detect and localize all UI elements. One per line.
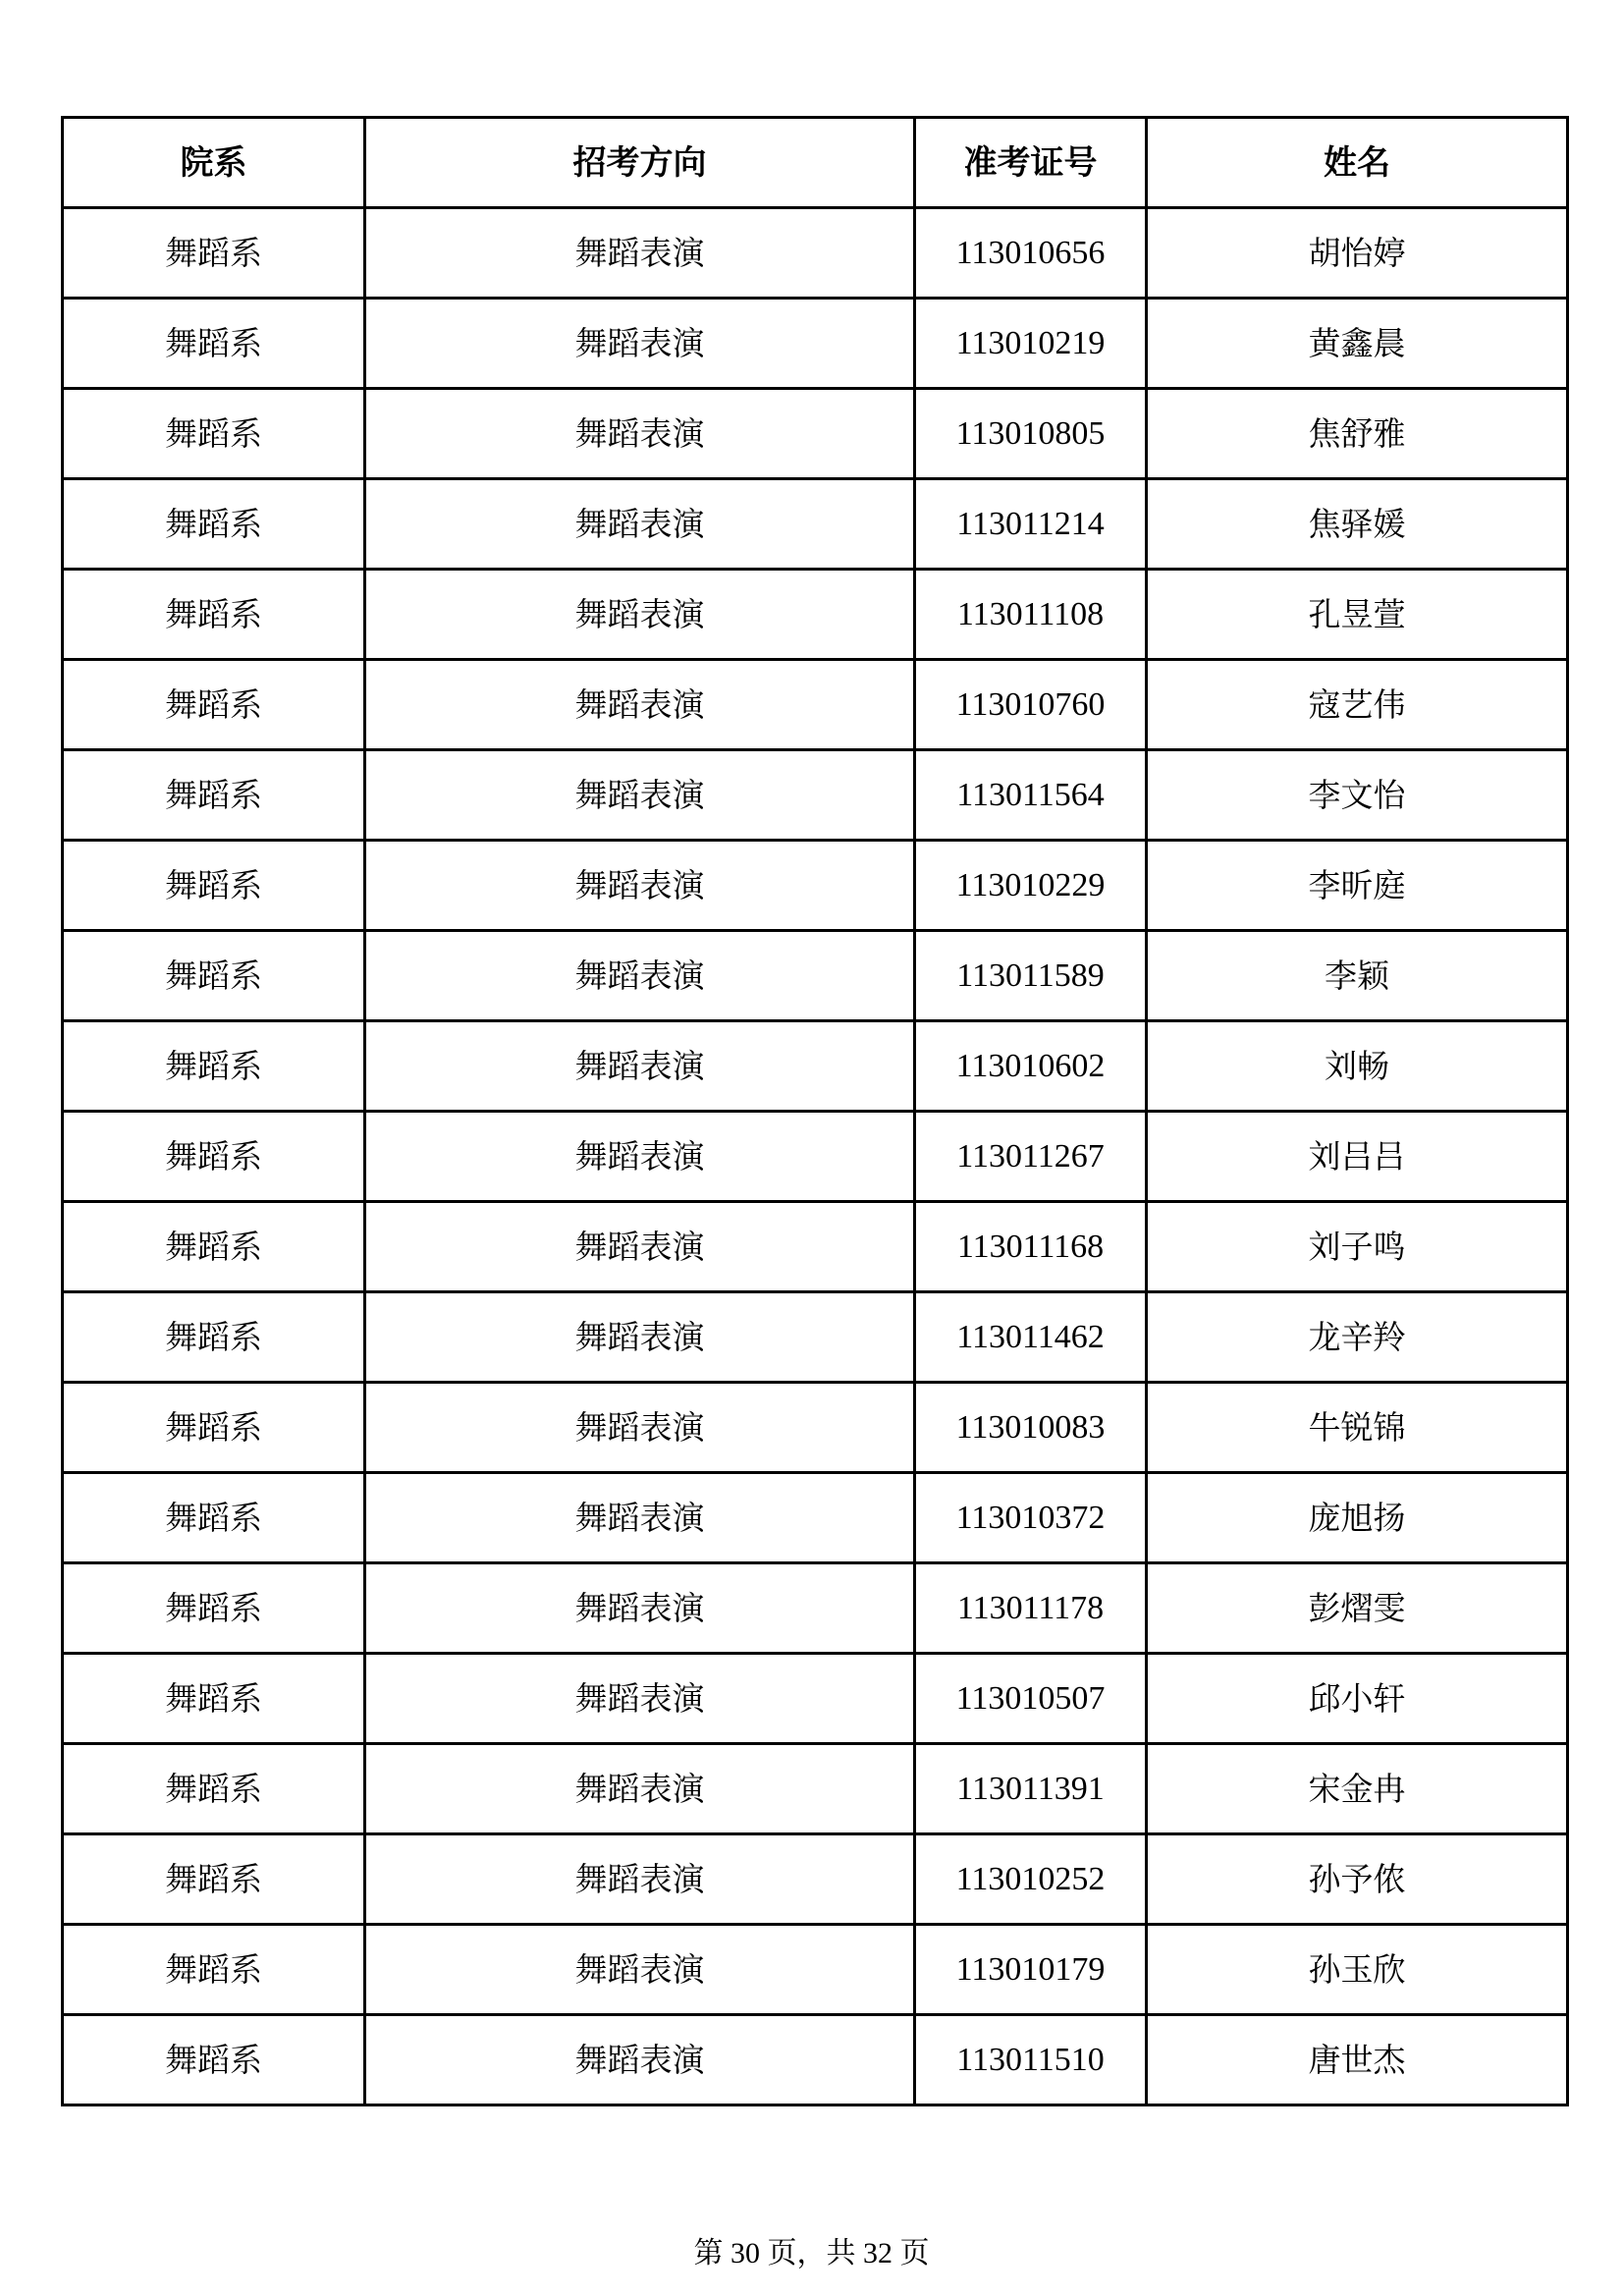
cell-exam-number: 113011267 xyxy=(915,1112,1147,1202)
cell-department: 舞蹈系 xyxy=(63,1925,365,2015)
cell-name: 寇艺伟 xyxy=(1147,660,1568,750)
header-exam-number: 准考证号 xyxy=(915,118,1147,208)
cell-exam-number: 113011462 xyxy=(915,1292,1147,1383)
cell-exam-number: 113011108 xyxy=(915,570,1147,660)
cell-direction: 舞蹈表演 xyxy=(365,931,915,1021)
table-row xyxy=(63,570,1568,660)
cell-department: 舞蹈系 xyxy=(63,208,365,299)
cell-department: 舞蹈系 xyxy=(63,1563,365,1654)
cell-exam-number: 113011178 xyxy=(915,1563,1147,1654)
header-direction: 招考方向 xyxy=(365,118,915,208)
cell-department: 舞蹈系 xyxy=(63,841,365,931)
cell-department: 舞蹈系 xyxy=(63,1383,365,1473)
table-row xyxy=(63,931,1568,1021)
table-row xyxy=(63,1473,1568,1563)
table-row xyxy=(63,1112,1568,1202)
cell-name: 彭熠雯 xyxy=(1147,1563,1568,1654)
cell-department: 舞蹈系 xyxy=(63,1292,365,1383)
cell-department: 舞蹈系 xyxy=(63,1473,365,1563)
cell-direction: 舞蹈表演 xyxy=(365,1563,915,1654)
cell-department: 舞蹈系 xyxy=(63,2015,365,2105)
cell-name: 焦舒雅 xyxy=(1147,389,1568,479)
cell-name: 邱小轩 xyxy=(1147,1654,1568,1744)
cell-department: 舞蹈系 xyxy=(63,389,365,479)
cell-department: 舞蹈系 xyxy=(63,1112,365,1202)
cell-department: 舞蹈系 xyxy=(63,1834,365,1925)
cell-direction: 舞蹈表演 xyxy=(365,1383,915,1473)
cell-name: 宋金冉 xyxy=(1147,1744,1568,1834)
cell-exam-number: 113010805 xyxy=(915,389,1147,479)
table-row xyxy=(63,1383,1568,1473)
cell-name: 刘子鸣 xyxy=(1147,1202,1568,1292)
cell-direction: 舞蹈表演 xyxy=(365,1292,915,1383)
cell-exam-number: 113011391 xyxy=(915,1744,1147,1834)
cell-direction: 舞蹈表演 xyxy=(365,841,915,931)
table-body xyxy=(63,208,1568,2105)
cell-department: 舞蹈系 xyxy=(63,660,365,750)
cell-name: 孙玉欣 xyxy=(1147,1925,1568,2015)
cell-exam-number: 113010229 xyxy=(915,841,1147,931)
header-department: 院系 xyxy=(63,118,365,208)
cell-exam-number: 113010656 xyxy=(915,208,1147,299)
table-row xyxy=(63,389,1568,479)
cell-direction: 舞蹈表演 xyxy=(365,750,915,841)
cell-name: 胡怡婷 xyxy=(1147,208,1568,299)
table-row xyxy=(63,299,1568,389)
cell-department: 舞蹈系 xyxy=(63,1202,365,1292)
table-row xyxy=(63,1202,1568,1292)
table-row xyxy=(63,1292,1568,1383)
cell-department: 舞蹈系 xyxy=(63,1021,365,1112)
cell-direction: 舞蹈表演 xyxy=(365,570,915,660)
cell-direction: 舞蹈表演 xyxy=(365,1021,915,1112)
table-row xyxy=(63,479,1568,570)
cell-exam-number: 113011510 xyxy=(915,2015,1147,2105)
admission-roster-table xyxy=(61,116,1569,2106)
table-row xyxy=(63,1925,1568,2015)
cell-name: 牛锐锦 xyxy=(1147,1383,1568,1473)
table-row xyxy=(63,1563,1568,1654)
cell-direction: 舞蹈表演 xyxy=(365,299,915,389)
cell-exam-number: 113011564 xyxy=(915,750,1147,841)
cell-direction: 舞蹈表演 xyxy=(365,208,915,299)
header-name: 姓名 xyxy=(1147,118,1568,208)
cell-exam-number: 113010219 xyxy=(915,299,1147,389)
cell-exam-number: 113010372 xyxy=(915,1473,1147,1563)
cell-exam-number: 113010083 xyxy=(915,1383,1147,1473)
cell-name: 庞旭扬 xyxy=(1147,1473,1568,1563)
cell-department: 舞蹈系 xyxy=(63,1744,365,1834)
cell-name: 黄鑫晨 xyxy=(1147,299,1568,389)
cell-direction: 舞蹈表演 xyxy=(365,1654,915,1744)
table-row xyxy=(63,1654,1568,1744)
cell-name: 李昕庭 xyxy=(1147,841,1568,931)
cell-name: 龙辛羚 xyxy=(1147,1292,1568,1383)
cell-direction: 舞蹈表演 xyxy=(365,1112,915,1202)
table-header-row xyxy=(63,118,1568,208)
cell-name: 孙予侬 xyxy=(1147,1834,1568,1925)
cell-name: 刘畅 xyxy=(1147,1021,1568,1112)
cell-department: 舞蹈系 xyxy=(63,750,365,841)
cell-direction: 舞蹈表演 xyxy=(365,479,915,570)
cell-exam-number: 113010507 xyxy=(915,1654,1147,1744)
table-row xyxy=(63,841,1568,931)
table-row xyxy=(63,750,1568,841)
cell-direction: 舞蹈表演 xyxy=(365,1834,915,1925)
table-row xyxy=(63,208,1568,299)
table-row xyxy=(63,1834,1568,1925)
cell-direction: 舞蹈表演 xyxy=(365,1202,915,1292)
table-row xyxy=(63,1744,1568,1834)
cell-name: 孔昱萱 xyxy=(1147,570,1568,660)
cell-name: 刘吕吕 xyxy=(1147,1112,1568,1202)
cell-department: 舞蹈系 xyxy=(63,479,365,570)
cell-exam-number: 113011168 xyxy=(915,1202,1147,1292)
cell-department: 舞蹈系 xyxy=(63,1654,365,1744)
cell-direction: 舞蹈表演 xyxy=(365,2015,915,2105)
cell-name: 焦驿媛 xyxy=(1147,479,1568,570)
page-number-footer: 第 30 页，共 32 页 xyxy=(693,2237,930,2269)
cell-direction: 舞蹈表演 xyxy=(365,1473,915,1563)
cell-exam-number: 113010252 xyxy=(915,1834,1147,1925)
table-row xyxy=(63,2015,1568,2105)
cell-exam-number: 113010179 xyxy=(915,1925,1147,2015)
cell-exam-number: 113011589 xyxy=(915,931,1147,1021)
cell-department: 舞蹈系 xyxy=(63,570,365,660)
table-row xyxy=(63,1021,1568,1112)
table-row xyxy=(63,660,1568,750)
cell-department: 舞蹈系 xyxy=(63,931,365,1021)
cell-direction: 舞蹈表演 xyxy=(365,1744,915,1834)
cell-name: 李文怡 xyxy=(1147,750,1568,841)
cell-exam-number: 113011214 xyxy=(915,479,1147,570)
cell-exam-number: 113010602 xyxy=(915,1021,1147,1112)
cell-exam-number: 113010760 xyxy=(915,660,1147,750)
cell-department: 舞蹈系 xyxy=(63,299,365,389)
cell-direction: 舞蹈表演 xyxy=(365,1925,915,2015)
cell-name: 李颖 xyxy=(1147,931,1568,1021)
cell-direction: 舞蹈表演 xyxy=(365,389,915,479)
cell-direction: 舞蹈表演 xyxy=(365,660,915,750)
cell-name: 唐世杰 xyxy=(1147,2015,1568,2105)
